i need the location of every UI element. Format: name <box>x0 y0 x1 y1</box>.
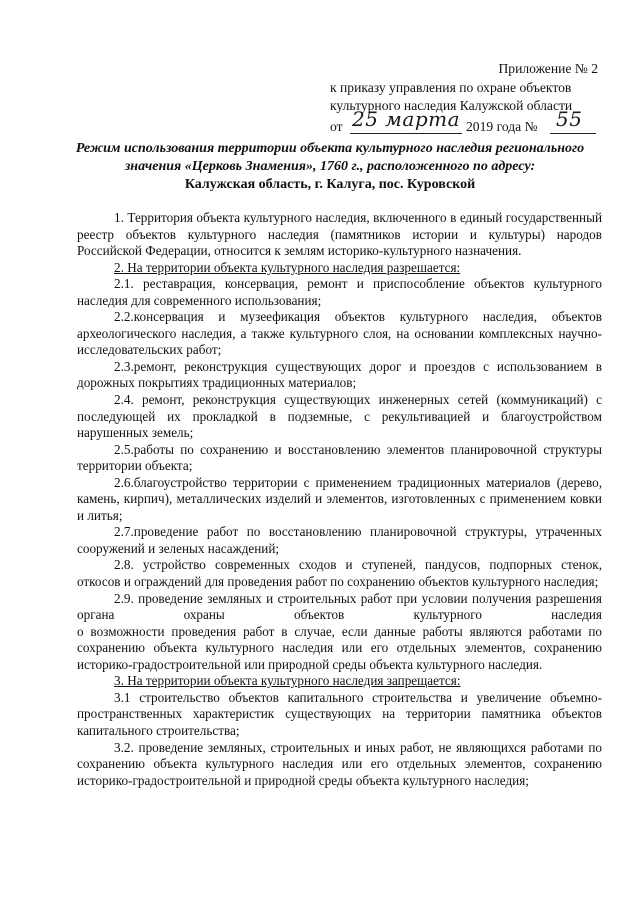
paragraph-2-4: 2.4. ремонт, реконструкция существующих инженерных сетей (коммуникаций) с последующей их прокладкой в подземные, с рекультивацией и благоустройством нарушенных земель; <box>77 392 602 441</box>
paragraph-2-9: 2.9. проведение земляных и строительных работ при условии получения разрешения органа охраны объектов культурного наследия <box>77 590 602 623</box>
paragraph-2-9-continued: о возможности проведения работ в случае, если данные работы являются работами по сохранению объекта культурного наследия или его отдельных элементов, сохранению историко-градостроительной или природной среды объекта культурного наследия. <box>77 623 602 672</box>
handwritten-date: 25 марта <box>352 106 461 131</box>
paragraph-1: 1. Территория объекта культурного наследия, включенного в единый государственный реестр объектов культурного наследия (памятников истории и культуры) народов Российской Федерации, относится к землям историко-культурного назначения. <box>77 210 602 259</box>
section-3-heading: 3. На территории объекта культурного наследия запрещается: <box>114 673 461 689</box>
document-body <box>77 210 602 789</box>
title-line-2: значения «Церковь Знамения», 1760 г., расположенного по адресу: <box>124 159 536 174</box>
paragraph-2-1: 2.1. реставрация, консервация, ремонт и приспособление объектов культурного наследия для современного использования; <box>77 276 602 308</box>
date-prefix: от <box>330 118 343 134</box>
paragraph-2-2: 2.2.консервация и музеефикация объектов культурного наследия, объектов археологического наследия, а также культурного слоя, на основании комплексных научно-исследовательских работ; <box>77 309 602 358</box>
handwritten-order-number: 55 <box>556 106 583 131</box>
appendix-number: Приложение № 2 <box>498 61 598 76</box>
appendix-header <box>330 60 598 138</box>
title-line-3: Калужская область, г. Калуга, пос. Куровской <box>184 177 476 192</box>
document-title <box>70 140 590 194</box>
authority-name: культурного наследия Калужской области <box>330 98 573 113</box>
number-underline <box>550 133 596 134</box>
paragraph-2-7: 2.7.проведение работ по восстановлению планировочной структуры, утраченных сооружений и зеленых насаждений; <box>77 524 602 556</box>
order-date-line <box>330 106 598 138</box>
paragraph-2-6: 2.6.благоустройство территории с применением традиционных материалов (дерево, камень, кирпич), металлических изделий и элементов, изготовленных с применением ковки и литья; <box>77 474 602 523</box>
section-2-heading: 2. На территории объекта культурного наследия разрешается: <box>114 259 461 275</box>
year-and-number-label: 2019 года № <box>466 118 538 134</box>
paragraph-2-3: 2.3.ремонт, реконструкция существующих дорог и проездов с использованием в дорожных покрытиях традиционных материалов; <box>77 358 602 391</box>
paragraph-3-2: 3.2. проведение земляных, строительных и иных работ, не являющихся работами по сохранению объекта культурного наследия или его отдельных элементов, сохранению историко-градостроительной и природной среды объекта культурного наследия; <box>77 739 602 788</box>
paragraph-2-8: 2.8. устройство современных сходов и ступеней, пандусов, подпорных стенок, откосов и ограждений для проведения работ по сохранению объектов культурного наследия; <box>77 557 602 590</box>
paragraph-3-1: 3.1 строительство объектов капитального строительства и увеличение объемно-пространственных характеристик существующих на территории памятника объектов капитального строительства; <box>77 689 602 738</box>
order-reference: к приказу управления по охране объектов <box>330 79 572 95</box>
title-line-1: Режим использования территории объекта культурного наследия регионального <box>75 141 585 156</box>
date-underline <box>350 133 462 134</box>
paragraph-2-5: 2.5.работы по сохранению и восстановлению элементов планировочной структуры территории объекта; <box>77 441 602 474</box>
